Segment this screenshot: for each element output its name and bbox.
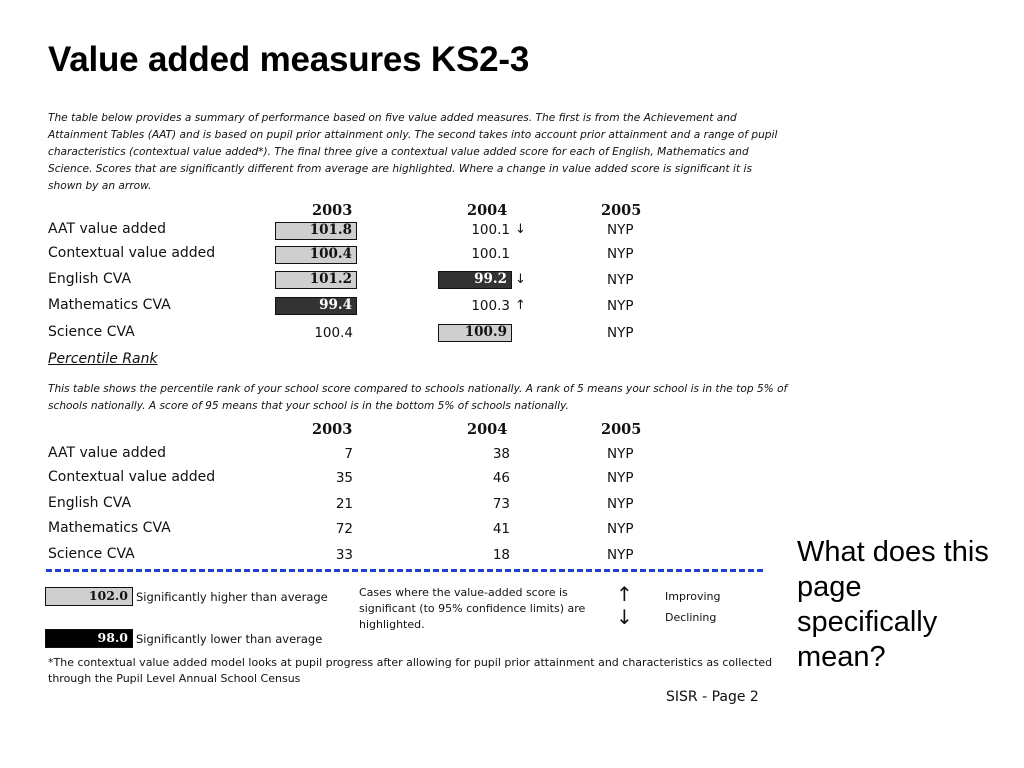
value-cva-2003: 100.4: [275, 246, 357, 264]
slide-title: Value added measures KS2-3: [48, 40, 530, 79]
value-english-2003: 101.2: [275, 271, 357, 289]
percentile-label-aat: AAT value added: [48, 445, 167, 461]
row-label-english: English CVA: [48, 271, 132, 287]
value-cva-2004: 100.1: [471, 246, 510, 262]
percentile-label-cva: Contextual value added: [48, 469, 216, 485]
key-improving-label: Improving: [665, 590, 721, 603]
arrow-up-icon: ↑: [515, 298, 526, 313]
key-low-swatch: 98.0: [45, 629, 133, 648]
value-science-2005: NYP: [607, 325, 634, 341]
value-science-2003: 100.4: [314, 325, 353, 341]
percentile-header-2004: 2004: [467, 421, 508, 438]
declining-arrow-icon: ↓: [616, 605, 633, 629]
percentile-cva-2004: 46: [492, 470, 510, 486]
improving-arrow-icon: ↑: [616, 582, 633, 606]
percentile-maths-2005: NYP: [607, 521, 634, 537]
percentile-english-2005: NYP: [607, 496, 634, 512]
percentile-header-2005: 2005: [601, 421, 642, 438]
percentile-english-2003: 21: [335, 496, 353, 512]
value-english-2005: NYP: [607, 272, 634, 288]
key-high-label: Significantly higher than average: [136, 590, 328, 604]
percentile-label-maths: Mathematics CVA: [48, 520, 171, 536]
value-english-2004: 99.2: [438, 271, 512, 289]
value-aat-2005: NYP: [607, 222, 634, 238]
key-high-swatch: 102.0: [45, 587, 133, 606]
value-maths-2004: 100.3: [471, 298, 510, 314]
percentile-aat-2004: 38: [492, 446, 510, 462]
value-aat-2003: 101.8: [275, 222, 357, 240]
key-declining-label: Declining: [665, 611, 717, 624]
page-number: SISR - Page 2: [666, 689, 759, 705]
percentile-maths-2004: 41: [492, 521, 510, 537]
percentile-label-science: Science CVA: [48, 546, 135, 562]
percentile-maths-2003: 72: [335, 521, 353, 537]
value-table-intro: The table below provides a summary of performance based on five value added measures. The first is from the Achievement and Attainment Tables (AAT) and is based on pupil prior attainment only. The second takes into account prior attainment and a range of pupil characteristics (contextual value added*). The final three give a contextual value added score for each of English, Mathematics and Science. Scores that are significantly different from average are highlighted. Where a change in value added score is significant it is shown by an arrow.: [48, 112, 778, 192]
percentile-science-2005: NYP: [607, 547, 634, 563]
header-2003: 2003: [312, 202, 353, 219]
percentile-cva-2003: 35: [335, 470, 353, 486]
key-low-label: Significantly lower than average: [136, 632, 323, 646]
value-cva-2005: NYP: [607, 246, 634, 262]
value-maths-2005: NYP: [607, 298, 634, 314]
arrow-down-icon: ↓: [515, 272, 526, 287]
percentile-rank-link[interactable]: Percentile Rank: [48, 351, 158, 367]
percentile-table-intro: This table shows the percentile rank of your school score compared to schools nationally. A rank of 5 means your school is in the top 5% of schools nationally. A score of 95 means that your school is in the bottom 5% of schools nationally.: [48, 383, 788, 412]
row-label-science: Science CVA: [48, 324, 135, 340]
percentile-label-english: English CVA: [48, 495, 132, 511]
percentile-aat-2005: NYP: [607, 446, 634, 462]
header-2004: 2004: [467, 202, 508, 219]
row-label-cva: Contextual value added: [48, 245, 216, 261]
value-maths-2003: 99.4: [275, 297, 357, 315]
row-label-maths: Mathematics CVA: [48, 297, 171, 313]
arrow-down-icon: ↓: [515, 222, 526, 237]
side-question: What does this page specifically mean?: [797, 536, 989, 673]
percentile-cva-2005: NYP: [607, 470, 634, 486]
value-aat-2004: 100.1: [471, 222, 510, 238]
key-cases-text: Cases where the value-added score is significant (to 95% confidence limits) are highlighted.: [359, 586, 586, 631]
percentile-english-2004: 73: [492, 496, 510, 512]
dashed-divider: [46, 569, 763, 572]
footnote: *The contextual value added model looks at pupil progress after allowing for pupil prior attainment and characteristics as collected through the Pupil Level Annual School Census: [48, 656, 773, 685]
value-science-2004: 100.9: [438, 324, 512, 342]
percentile-science-2003: 33: [335, 547, 353, 563]
percentile-aat-2003: 7: [344, 446, 353, 462]
percentile-header-2003: 2003: [312, 421, 353, 438]
percentile-science-2004: 18: [492, 547, 510, 563]
row-label-aat: AAT value added: [48, 221, 167, 237]
header-2005: 2005: [601, 202, 642, 219]
